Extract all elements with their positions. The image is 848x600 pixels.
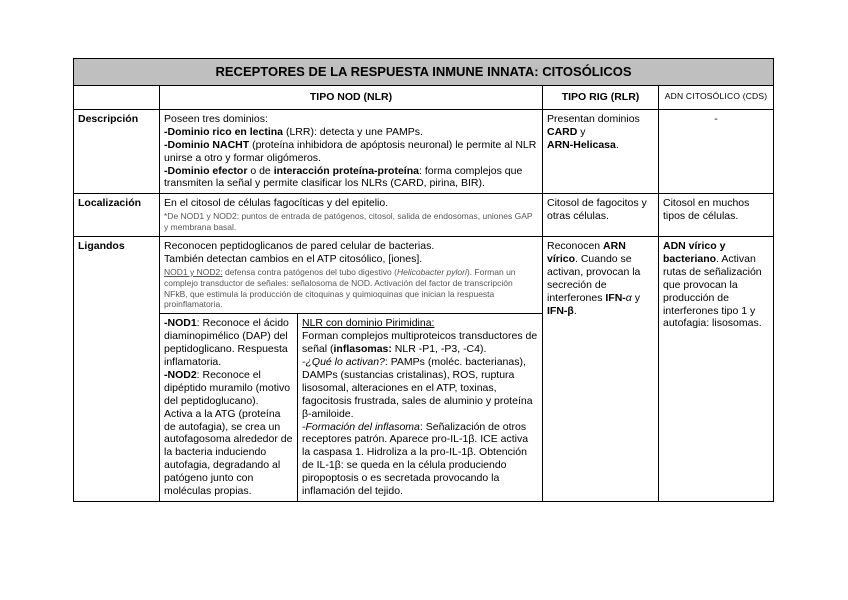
descripcion-intro: Poseen tres dominios: xyxy=(164,112,268,125)
dominio-efector: -Dominio efector o de interacción proteína-proteína: forma complejos que transmiten la señal y permite clasificar los NLRs (CARD, pirina, BIR). xyxy=(164,164,523,190)
row-descripcion xyxy=(74,109,774,193)
ligandos-rig: Reconocen ARN vírico. Cuando se activan, provocan la secreción de interferones IFN-α y IFN-β. xyxy=(543,237,659,502)
ligandos-nod-general: Reconocen peptidoglicanos de pared celular de bacterias. También detectan cambios en el ATP citosólico, [iones]. NOD1 y NOD2: defensa contra patógenos del tubo digestivo (Helicobacter pylori). Forman un complejo transductor de señales: señalosoma de NOD. Activación del factor de transcripción NFkB, que estimula la producción de citoquinas y quimioquinas que inician la respuesta proinflamatoria. xyxy=(160,237,543,314)
row-label-descripcion: Descripción xyxy=(74,109,160,193)
ligandos-note: NOD1 y NOD2: defensa contra patógenos del tubo digestivo (Helicobacter pylori). Forman un complejo transductor de señales: señalosoma de NOD. Activación del factor de transcripción NFkB, que estimula la producción de citoquinas y quimioquinas que inician la respuesta proinflamatoria. xyxy=(164,266,516,310)
receptors-table-page xyxy=(73,58,773,502)
table-title: RECEPTORES DE LA RESPUESTA INMUNE INNATA: CITOSÓLICOS xyxy=(74,59,774,86)
row-label-ligandos: Ligandos xyxy=(74,237,160,502)
descripcion-nod xyxy=(160,109,543,193)
localizacion-cds: Citosol en muchos tipos de células. xyxy=(659,194,774,237)
ligandos-nod1-nod2: -NOD1: Reconoce el ácido diaminopimélico (DAP) del peptidoglicano. Respuesta inflamatoria. -NOD2: Reconoce el dipéptido muramilo (motivo del peptidoglucano). Activa a la ATG (proteína de autofagia), se crea un autofagosoma alrededor de la bacteria induciendo autofagia, degradando al patógeno junto con moléculas propias. xyxy=(160,314,298,502)
row-ligandos xyxy=(74,237,774,314)
localizacion-rig: Citosol de fagocitos y otras células. xyxy=(543,194,659,237)
row-localizacion xyxy=(74,194,774,237)
localizacion-note: *De NOD1 y NOD2: puntos de entrada de patógenos, citosol, salida de endosomas, uniones GAP y membrana basal. xyxy=(164,211,533,233)
header-nod: TIPO NOD (NLR) xyxy=(160,86,543,110)
descripcion-rig: Presentan dominios CARD y ARN-Helicasa. xyxy=(543,109,659,193)
dominio-lectina: -Dominio rico en lectina (LRR): detecta y une PAMPs. xyxy=(164,125,423,138)
dominio-nacht: -Dominio NACHT (proteína inhibidora de apóptosis neuronal) le permite al NLR unirse a otro y formar oligómeros. xyxy=(164,138,537,164)
row-label-localizacion: Localización xyxy=(74,194,160,237)
ligandos-nlr-pirimidina: NLR con dominio Pirimidina: Forman complejos multiproteicos transductores de señal (inflasomas: NLR -P1, -P3, -C4). -¿Qué lo activan?: PAMPs (moléc. bacterianas), DAMPs (sustancias cristalinas), ROS, ruptura lisosomal, alteraciones en el ATP, toxinas, fagocitosis frustrada, sales de aluminio y proteína β-amiloide. -Formación del inflasoma: Señalización de otros receptores patrón. Aparece pro-IL-1β. ICE activa la caspasa 1. Hidroliza a la pro-IL-1β. Obtención de IL-1β: se queda en la célula produciendo piropoptosis o es secretada provocando la inflamación del tejido. xyxy=(298,314,543,502)
localizacion-nod: En el citosol de células fagocíticas y del epitelio. *De NOD1 y NOD2: puntos de entrada de patógenos, citosol, salida de endosomas, uniones GAP y membrana basal. xyxy=(160,194,543,237)
ligandos-cds: ADN vírico y bacteriano. Activan rutas de señalización que provocan la producción de interferones tipo 1 y autofagia: lisosomas. xyxy=(659,237,774,502)
header-rig: TIPO RIG (RLR) xyxy=(543,86,659,110)
descripcion-cds: - xyxy=(659,109,774,193)
header-empty xyxy=(74,86,160,110)
receptors-table xyxy=(73,58,774,502)
header-cds: ADN CITOSÓLICO (CDS) xyxy=(659,86,774,110)
